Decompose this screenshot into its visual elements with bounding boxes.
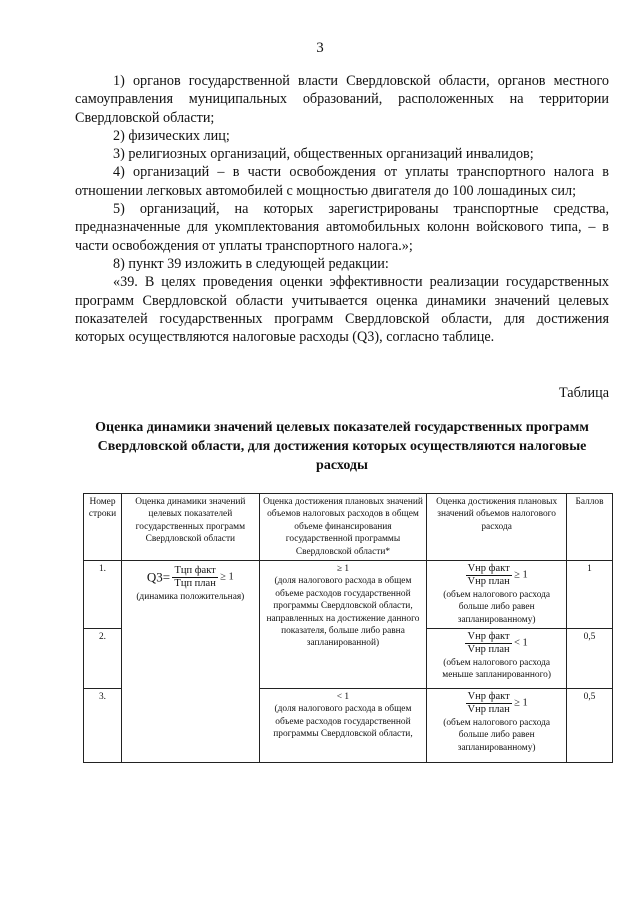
header-cell: Оценка динамики значений целевых показателей государственных программ Свердловской области [121, 494, 259, 561]
q3-formula-cell [121, 561, 259, 763]
volume-text: (объем налогового расхода больше либо равен запланированному) [443, 717, 551, 753]
paragraph-3: 3) религиозных организаций, общественных организаций инвалидов; [113, 146, 534, 163]
q3-numerator: Тцп факт [172, 565, 217, 578]
header-cell: Номер строки [84, 494, 122, 561]
volume-cell [427, 629, 567, 689]
header-cell: Оценка достижения плановых значений объемов налогового расхода [427, 494, 567, 561]
volume-relation: < 1 [514, 637, 528, 649]
q3-relation: ≥ 1 [220, 571, 234, 583]
body-text [75, 72, 609, 346]
table-header-row [84, 494, 613, 561]
row-number: 2. [84, 629, 122, 689]
header-cell: Оценка достижения плановых значений объемов налоговых расходов в общем объеме финансирования государственной программы Свердловской области* [259, 494, 427, 561]
q3-note: (динамика положительная) [136, 591, 245, 602]
row-number: 3. [84, 689, 122, 763]
table-row [84, 561, 613, 629]
paragraph-7: «39. В целях проведения оценки эффективности реализации государственных программ Свердловской области учитывается оценка динамики значений целевых показателей государственных программ Свердловской области, для достижения которых осуществляются налоговые расходы (Q3), согласно таблице. [75, 274, 609, 346]
volume-cell [427, 689, 567, 763]
q3-fraction [172, 565, 217, 591]
volume-fraction [466, 563, 512, 589]
paragraph-5: 5) организаций, на которых зарегистрированы транспортные средства, предназначенные для укомплектования автомобильных колонн войскового типа, – в части освобождения от уплаты транспортного налога.»; [75, 201, 609, 254]
paragraph-2: 2) физических лиц; [113, 127, 230, 144]
volume-denominator: Vнр план [467, 704, 510, 716]
points-cell: 0,5 [567, 689, 613, 763]
volume-fraction [465, 631, 511, 657]
volume-relation: ≥ 1 [514, 569, 528, 581]
volume-text: (объем налогового расхода меньше запланированного) [442, 657, 551, 681]
volume-fraction [466, 691, 512, 717]
page-number: 3 [316, 40, 324, 56]
table-title: Оценка динамики значений целевых показателей государственных программ Свердловской области, для достижения которых осуществляются налоговые расходы [95, 420, 589, 473]
paragraph-1: 1) органов государственной власти Свердловской области, органов местного самоуправления муниципальных образований, расположенных на территории Свердловской области; [75, 73, 609, 126]
q3-lhs: Q3= [146, 569, 171, 585]
share-text: (доля налогового расхода в общем объеме расходов государственной программы Свердловской области, направленных на достижение данного показателя, больше либо равна запланированной) [266, 576, 420, 649]
share-cell [259, 561, 427, 689]
q3-denominator: Тцп план [174, 578, 216, 590]
table-label: Таблица [558, 385, 609, 401]
volume-numerator: Vнр факт [465, 631, 511, 644]
volume-denominator: Vнр план [467, 644, 510, 656]
row-number: 1. [84, 561, 122, 629]
share-text: (доля налогового расхода в общем объеме расходов государственной программы Свердловской области, [273, 704, 413, 740]
share-cell [259, 689, 427, 763]
volume-denominator: Vнр план [467, 576, 510, 588]
evaluation-table [83, 493, 613, 763]
header-cell: Баллов [567, 494, 613, 561]
share-value: < 1 [336, 692, 350, 703]
paragraph-4: 4) организаций – в части освобождения от уплаты транспортного налога в отношении легковых автомобилей с мощностью двигателя до 100 лошадиных сил; [75, 164, 609, 199]
paragraph-6: 8) пункт 39 изложить в следующей редакции: [113, 255, 389, 272]
points-cell: 0,5 [567, 629, 613, 689]
volume-numerator: Vнр факт [466, 563, 512, 576]
points-cell: 1 [567, 561, 613, 629]
volume-text: (объем налогового расхода больше либо равен запланированному) [443, 589, 551, 625]
volume-relation: ≥ 1 [514, 697, 528, 709]
volume-numerator: Vнр факт [466, 691, 512, 704]
volume-cell [427, 561, 567, 629]
share-value: ≥ 1 [336, 564, 350, 575]
